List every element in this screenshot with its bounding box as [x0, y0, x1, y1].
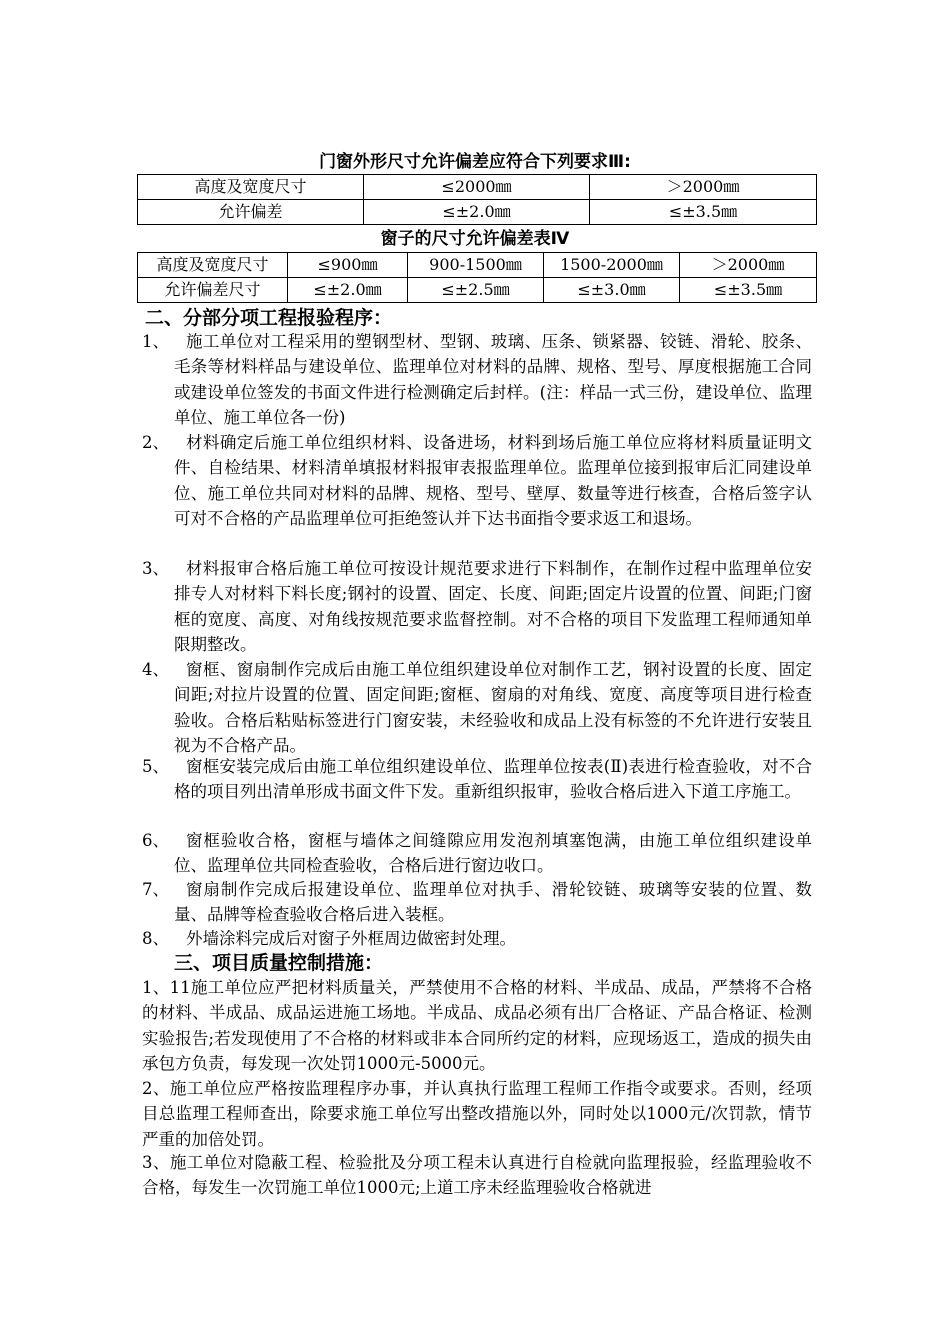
table-cell: ≤2000㎜ [364, 175, 590, 200]
item-text: 窗框、窗扇制作完成后由施工单位组织建设单位对制作工艺，钢衬设置的长度、固定间距;对拉片设置的位置、固定间距;窗框、窗扇的对角线、宽度、高度等项目进行检查验收。合格后粘贴标签进行门窗安装，未经验收和成品上没有标签的不允许进行安装且视为不合格产品。 [174, 660, 812, 756]
item-text: 窗框验收合格，窗框与墙体之间缝隙应用发泡剂填塞饱满，由施工单位组织建设单位、监理单位共同检查验收，合格后进行窗边收口。 [174, 831, 812, 876]
item-text: 材料报审合格后施工单位可按设计规范要求进行下料制作，在制作过程中监理单位安排专人对材料下料长度;钢衬的设置、固定、长度、间距;固定片设置的位置、间距;门窗框的宽度、高度、对角线按规范要求监督控制。对不合格的项目下发监理工程师通知单限期整改。 [174, 559, 812, 655]
table-cell: 1500-2000㎜ [544, 253, 680, 278]
table3-title: 门窗外形尺寸允许偏差应符合下列要求Ⅲ: [319, 152, 631, 172]
table-cell: ≤±2.0㎜ [364, 200, 590, 225]
item-text: 窗扇制作完成后报建设单位、监理单位对执手、滑轮铰链、玻璃等安装的位置、数量、品牌等检查验收合格后进入装框。 [174, 880, 812, 925]
section3-heading: 三、项目质量控制措施： [174, 952, 384, 974]
item-number: 3、 [142, 559, 169, 578]
item-number: 1、 [142, 332, 169, 351]
table-cell: 900-1500㎜ [408, 253, 544, 278]
table4 [137, 252, 817, 303]
table-cell: 高度及宽度尺寸 [138, 253, 288, 278]
section2-heading: 二、分部分项工程报验程序： [145, 307, 393, 329]
list-item [142, 828, 812, 879]
item-number: 6、 [142, 831, 169, 850]
table-cell: ＞2000㎜ [680, 253, 817, 278]
table4-row-size [138, 253, 817, 278]
list-item [142, 657, 812, 759]
table-cell: ≤±3.5㎜ [680, 278, 817, 303]
table3-row-tolerance [138, 200, 817, 225]
list-item [142, 556, 812, 658]
table-cell: 允许偏差尺寸 [138, 278, 288, 303]
paragraph: 1、11施工单位应严把材料质量关，严禁使用不合格的材料、半成品、成品，严禁将不合格的材料、半成品、成品运进施工场地。半成品、成品必须有出厂合格证、产品合格证、检测实验报告;若发现使用了不合格的材料或非本合同所约定的材料，应现场返工，造成的损失由承包方负责，每发现一次处罚1000元-5000元。 [142, 978, 812, 1074]
table-cell: ≤900㎜ [288, 253, 408, 278]
item-text: 窗框安装完成后由施工单位组织建设单位、监理单位按表(Ⅱ)表进行检查验收，对不合格的项目列出清单形成书面文件下发。重新组织报审，验收合格后进入下道工序施工。 [174, 757, 812, 802]
item-number: 4、 [142, 660, 169, 679]
paragraph: 2、施工单位应严格按监理程序办事，并认真执行监理工程师工作指令或要求。否则，经项目总监理工程师查出，除要求施工单位写出整改措施以外，同时处以1000元/次罚款，情节严重的加倍处罚。 [142, 1079, 812, 1149]
table4-title: 窗子的尺寸允许偏差表Ⅳ [380, 229, 570, 249]
item-number: 7、 [142, 880, 169, 899]
table3-row-size [138, 175, 817, 200]
table-cell: 高度及宽度尺寸 [138, 175, 364, 200]
item-number: 2、 [142, 433, 169, 452]
table-cell: 允许偏差 [138, 200, 364, 225]
table3 [137, 174, 817, 225]
item-text: 材料确定后施工单位组织材料、设备进场，材料到场后施工单位应将材料质量证明文件、自检结果、材料清单填报材料报审表报监理单位。监理单位接到报审后汇同建设单位、施工单位共同对材料的品牌、规格、型号、壁厚、数量等进行核查，合格后签字认可对不合格的产品监理单位可拒绝签认并下达书面指令要求返工和退场。 [174, 433, 812, 529]
table-cell: ≤±3.5㎜ [590, 200, 817, 225]
table4-row-tolerance [138, 278, 817, 303]
table-cell: ≤±2.5㎜ [408, 278, 544, 303]
item-text: 外墙涂料完成后对窗子外框周边做密封处理。 [186, 929, 516, 948]
table-cell: ≤±2.0㎜ [288, 278, 408, 303]
item-text: 施工单位对工程采用的塑钢型材、型钢、玻璃、压条、锁紧器、铰链、滑轮、胶条、毛条等材料样品与建设单位、监理单位对材料的品牌、规格、型号、厚度根据施工合同或建设单位签发的书面文件进行检测确定后封样。(注：样品一式三份，建设单位、监理单位、施工单位各一份) [174, 332, 812, 428]
list-item [142, 430, 812, 532]
table-cell: ≤±3.0㎜ [544, 278, 680, 303]
list-item [142, 754, 812, 805]
item-number: 5、 [142, 757, 169, 776]
table-cell: ＞2000㎜ [590, 175, 817, 200]
list-item [142, 877, 812, 928]
paragraph: 3、施工单位对隐蔽工程、检验批及分项工程未认真进行自检就向监理报验，经监理验收不合格，每发生一次罚施工单位1000元;上道工序未经监理验收合格就进 [142, 1153, 812, 1198]
list-item [142, 329, 812, 431]
item-number: 8、 [142, 929, 169, 948]
list-item [142, 926, 812, 951]
